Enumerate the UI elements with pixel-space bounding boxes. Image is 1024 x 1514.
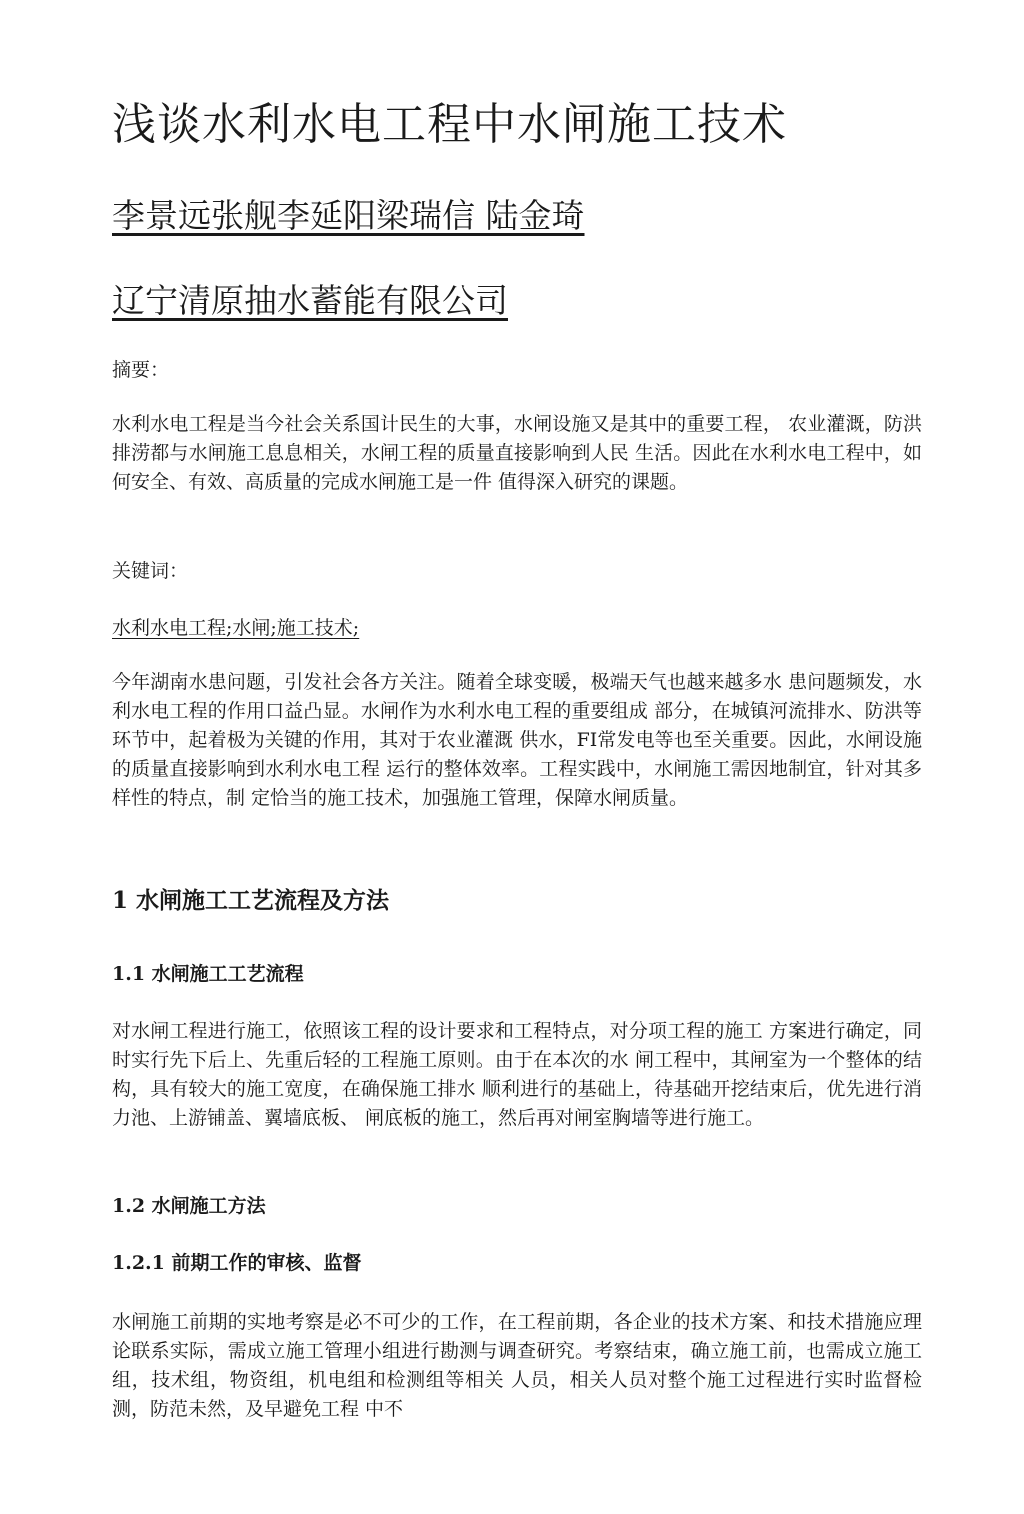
keywords-label: 关键词： (112, 560, 189, 582)
keywords-list: 水利水电工程;水闸;施工技术; (112, 617, 360, 639)
section-1-2-1-heading: 1.2.1 前期工作的审核、监督 (112, 1252, 362, 1274)
section-1-heading: 1 水闸施工工艺流程及方法 (112, 887, 390, 914)
section-1-1-heading: 1.1 水闸施工工艺流程 (112, 963, 304, 985)
intro-paragraph: 今年湖南水患问题，引发社会各方关注。随着全球变暖，极端天气也越来越多水 患问题频发，水利水电工程的作用口益凸显。水闸作为水利水电工程的重要组成 部分，在城镇河流排水、防洪等环节中，起着极为关键的作用，其对于农业灌溉 供水，FI常发电等也至关重要。因此，水闸设施的质量直接影响到水利水电工程 运行的整体效率。工程实践中，水闸施工需因地制宜，针对其多样性的特点，制 定恰当的施工技术，加强施工管理，保障水闸质量。 (112, 671, 922, 809)
abstract-label: 摘要： (112, 359, 170, 381)
document-title: 浅谈水利水电工程中水闸施工技术 (112, 99, 787, 150)
author-list: 李景远张舰李延阳梁瑞信 陆金琦 (112, 196, 585, 235)
author-affiliation: 辽宁清原抽水蓄能有限公司 (112, 281, 508, 320)
section-1-1-paragraph: 对水闸工程进行施工，依照该工程的设计要求和工程特点，对分项工程的施工 方案进行确定，同时实行先下后上、先重后轻的工程施工原则。由于在本次的水 闸工程中，其闸室为一个整体的结构，具有较大的施工宽度，在确保施工排水 顺利进行的基础上，待基础开挖结束后，优先进行消力池、上游铺盖、翼墙底板、 闸底板的施工，然后再对闸室胸墙等进行施工。 (112, 1020, 922, 1129)
section-1-2-heading: 1.2 水闸施工方法 (112, 1195, 266, 1217)
abstract-paragraph: 水利水电工程是当今社会关系国计民生的大事，水闸设施又是其中的重要工程， 农业灌溉，防洪排涝都与水闸施工息息相关，水闸工程的质量直接影响到人民 生活。因此在水利水电工程中，如何安全、有效、高质量的完成水闸施工是一件 值得深入研究的课题。 (112, 413, 922, 493)
section-1-2-1-paragraph: 水闸施工前期的实地考察是必不可少的工作，在工程前期，各企业的技术方案、和技术措施应理论联系实际，需成立施工管理小组进行勘测与调查研究。考察结束，确立施工前，也需成立施工组，技术组，物资组，机电组和检测组等相关 人员，相关人员对整个施工过程进行实时监督检测，防范未然，及早避免工程 中不 (112, 1311, 922, 1420)
